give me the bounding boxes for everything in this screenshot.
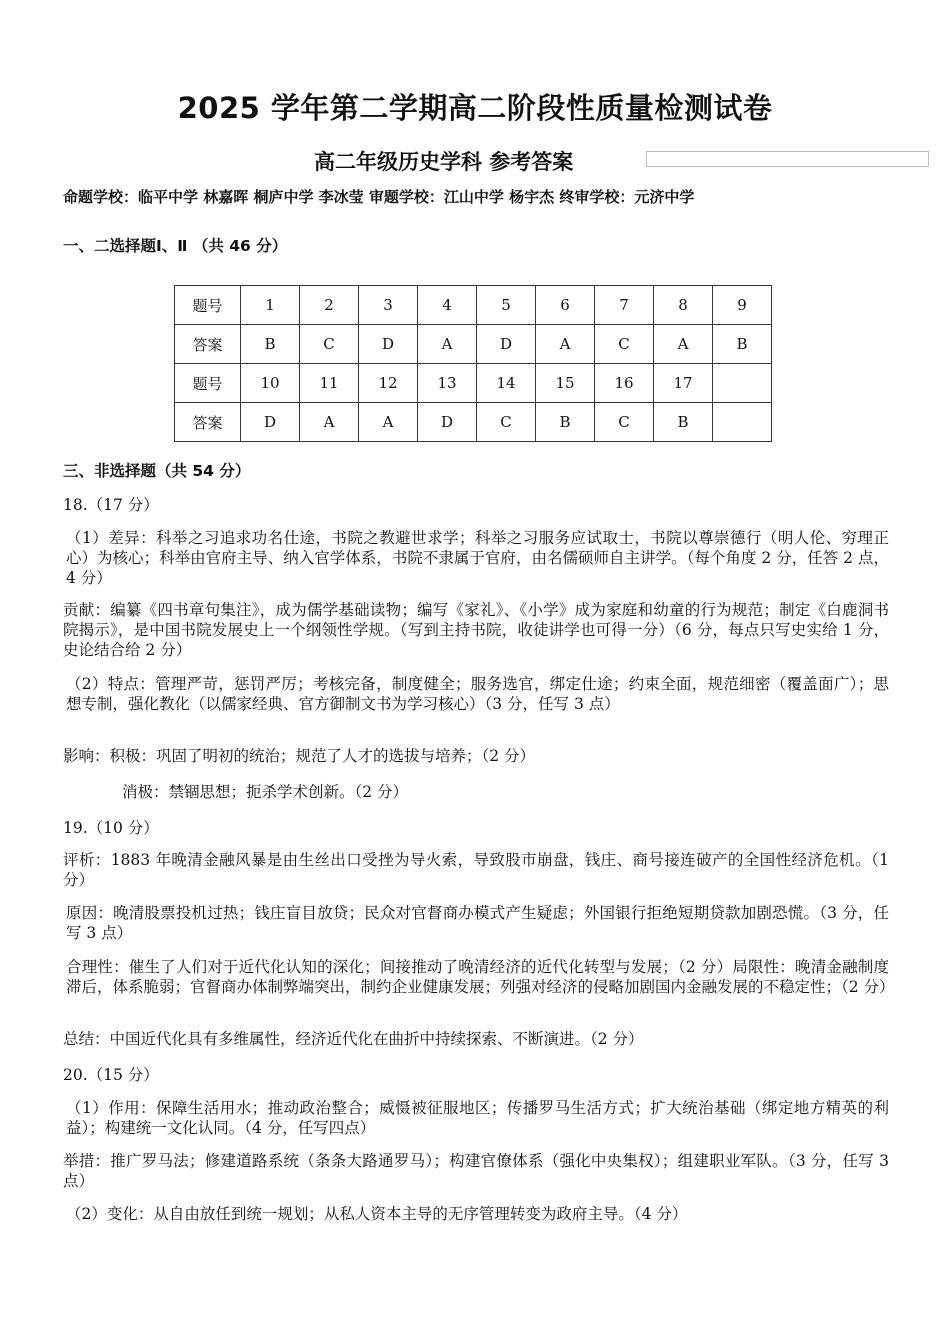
table-row xyxy=(175,325,772,364)
q18-impact-negative: 消极：禁锢思想；扼杀学术创新。（2 分） xyxy=(122,783,409,801)
table-cell: 8 xyxy=(654,286,713,325)
page-subtitle: 高二年级历史学科 参考答案 xyxy=(314,150,574,174)
table-cell xyxy=(713,403,772,442)
table-cell: A xyxy=(654,325,713,364)
q20-answer-part2: （2）变化：从自由放任到统一规划；从私人资本主导的无序管理转变为政府主导。（4 分） xyxy=(66,1205,688,1223)
question-18-heading: 18.（17 分） xyxy=(63,496,159,514)
table-cell: 题号 xyxy=(175,364,241,403)
table-cell: 2 xyxy=(300,286,359,325)
table-cell: C xyxy=(595,403,654,442)
table-cell: C xyxy=(477,403,536,442)
table-cell: 17 xyxy=(654,364,713,403)
table-cell: D xyxy=(241,403,300,442)
q18-answer-part1: （1）差异：科举之习追求功名仕途，书院之教避世求学；科举之习服务应试取士，书院以尊崇德行（明人伦、穷理正心）为核心；科举由官府主导、纳入官学体系，书院不隶属于官府，由名儒硕师自主讲学。（每个角度 2 分，任答 2 点，4 分） xyxy=(66,529,889,587)
q19-rationality: 合理性：催生了人们对于近代化认知的深化；间接推动了晚清经济的近代化转型与发展；（2 分）局限性：晚清金融制度滞后，体系脆弱；官督商办体制弊端突出，制约企业健康发展；列强对经济的侵略加剧国内金融发展的不稳定性；（2 分） xyxy=(66,958,895,996)
table-cell: 答案 xyxy=(175,403,241,442)
answer-table xyxy=(174,285,772,442)
table-cell: 6 xyxy=(536,286,595,325)
table-cell: A xyxy=(359,403,418,442)
table-cell: 16 xyxy=(595,364,654,403)
table-cell: D xyxy=(418,403,477,442)
table-cell: 11 xyxy=(300,364,359,403)
table-cell: B xyxy=(654,403,713,442)
table-row xyxy=(175,403,772,442)
q18-contribution: 贡献：编纂《四书章句集注》，成为儒学基础读物；编写《家礼》、《小学》成为家庭和幼童的行为规范；制定《白鹿洞书院揭示》，是中国书院发展史上一个纲领性学规。（写到主持书院，收徒讲学也可得一分）（6 分，每点只写史实给 1 分，史论结合给 2 分） xyxy=(63,601,889,659)
q20-answer-part1: （1）作用：保障生活用水；推动政治整合；威慑被征服地区；传播罗马生活方式；扩大统治基础（绑定地方精英的利益）；构建统一文化认同。（4 分，任写四点） xyxy=(66,1099,889,1137)
page-title: 2025 学年第二学期高二阶段性质量检测试卷 xyxy=(177,91,773,125)
table-cell xyxy=(713,364,772,403)
q18-impact-positive: 影响：积极：巩固了明初的统治；规范了人才的选拔与培养；（2 分） xyxy=(63,747,536,765)
q19-evaluation: 评析：1883 年晚清金融风暴是由生丝出口受挫为导火索，导致股市崩盘，钱庄、商号接连破产的全国性经济危机。（1 分） xyxy=(63,851,889,889)
table-cell: 12 xyxy=(359,364,418,403)
table-cell: C xyxy=(595,325,654,364)
table-cell: D xyxy=(359,325,418,364)
table-cell: 14 xyxy=(477,364,536,403)
q19-causes: 原因：晚清股票投机过热；钱庄盲目放贷；民众对官督商办模式产生疑虑；外国银行拒绝短期贷款加剧恐慌。（3 分，任写 3 点） xyxy=(66,904,889,942)
table-cell: 7 xyxy=(595,286,654,325)
question-20-heading: 20.（15 分） xyxy=(63,1066,159,1084)
table-row xyxy=(175,286,772,325)
table-cell: 13 xyxy=(418,364,477,403)
table-cell: 15 xyxy=(536,364,595,403)
table-cell: 1 xyxy=(241,286,300,325)
table-cell: A xyxy=(418,325,477,364)
table-cell: 题号 xyxy=(175,286,241,325)
table-cell: D xyxy=(477,325,536,364)
q18-answer-part2: （2）特点：管理严苛，惩罚严厉；考核完备，制度健全；服务选官，绑定仕途；约束全面，规范细密（覆盖面广）；思想专制，强化教化（以儒家经典、官方御制文书为学习核心）（3 分，任写 3 点） xyxy=(66,675,889,713)
table-row xyxy=(175,364,772,403)
table-cell: C xyxy=(300,325,359,364)
blank-box xyxy=(646,151,929,167)
table-cell: 9 xyxy=(713,286,772,325)
q19-summary: 总结：中国近代化具有多维属性，经济近代化在曲折中持续探索、不断演进。（2 分） xyxy=(63,1030,644,1048)
table-cell: A xyxy=(300,403,359,442)
table-cell: 5 xyxy=(477,286,536,325)
table-cell: B xyxy=(713,325,772,364)
question-19-heading: 19.（10 分） xyxy=(63,819,159,837)
table-cell: 答案 xyxy=(175,325,241,364)
table-cell: 4 xyxy=(418,286,477,325)
table-cell: 3 xyxy=(359,286,418,325)
section-heading-choice: 一、二选择题Ⅰ、Ⅱ （共 46 分） xyxy=(63,237,288,255)
section-heading-nonchoice: 三、非选择题（共 54 分） xyxy=(63,462,251,480)
table-cell: B xyxy=(536,403,595,442)
q20-measures: 举措：推广罗马法；修建道路系统（条条大路通罗马）；构建官僚体系（强化中央集权）；组建职业军队。（3 分，任写 3 点） xyxy=(63,1152,889,1190)
table-cell: A xyxy=(536,325,595,364)
table-cell: B xyxy=(241,325,300,364)
author-line: 命题学校：临平中学 林嘉晖 桐庐中学 李冰莹 审题学校：江山中学 杨宇杰 终审学校：元济中学 xyxy=(63,188,695,206)
table-cell: 10 xyxy=(241,364,300,403)
